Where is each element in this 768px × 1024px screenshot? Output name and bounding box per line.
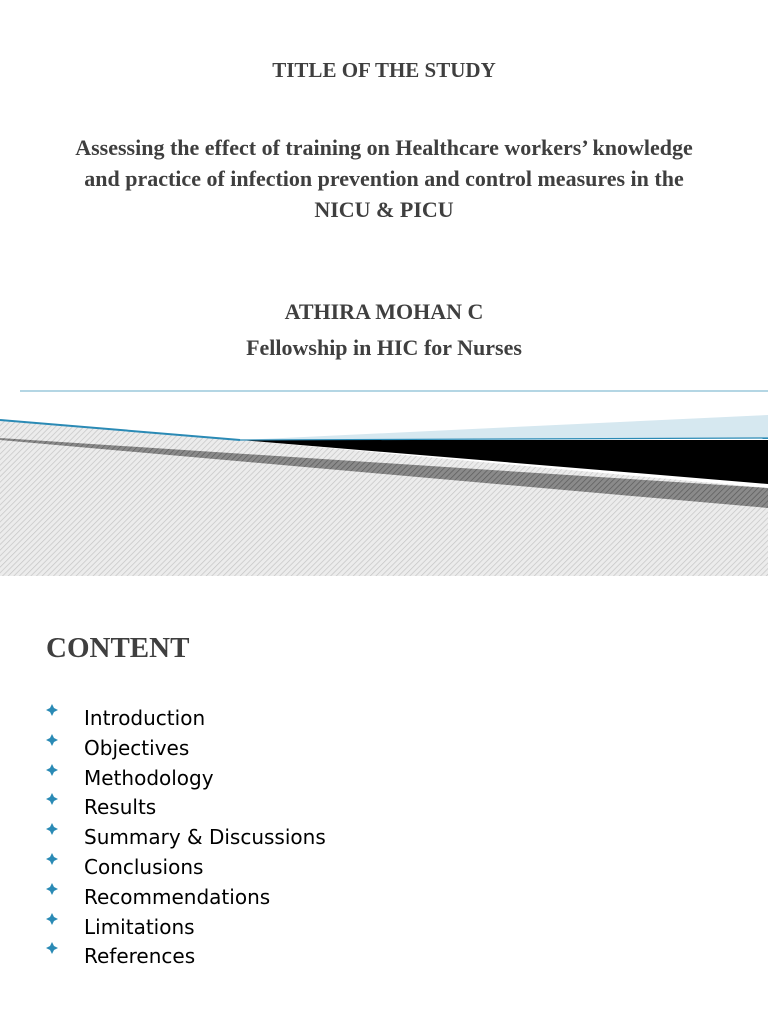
diamond-bullet-icon: [46, 942, 58, 954]
content-list: [46, 704, 326, 972]
list-item-label: Summary & Discussions: [84, 825, 326, 850]
light-blue-band: [240, 415, 768, 440]
diamond-bullet-icon: [46, 823, 58, 835]
diamond-bullet-icon: [46, 764, 58, 776]
list-item: [46, 883, 326, 913]
list-item-label: Conclusions: [84, 854, 204, 879]
diamond-bullet-icon: [46, 734, 58, 746]
list-item: [46, 823, 326, 853]
content-slide: [0, 576, 768, 1024]
decorative-wave-graphic: [0, 380, 768, 576]
list-item-label: References: [84, 944, 196, 969]
list-item: [46, 704, 326, 734]
author-name: ATHIRA MOHAN C: [284, 299, 484, 324]
list-item-label: Limitations: [84, 914, 195, 939]
list-item: [46, 734, 326, 764]
diamond-bullet-icon: [46, 913, 58, 925]
diamond-bullet-icon: [46, 704, 58, 716]
list-item: [46, 764, 326, 794]
diamond-bullet-icon: [46, 883, 58, 895]
list-item-label: Objectives: [84, 735, 190, 760]
list-item-label: Methodology: [84, 765, 214, 790]
list-item-label: Results: [84, 795, 157, 820]
diamond-bullet-icon: [46, 793, 58, 805]
diamond-bullet-icon: [46, 853, 58, 865]
program-name: Fellowship in HIC for Nurses: [246, 335, 522, 360]
list-item-label: Recommendations: [84, 884, 271, 909]
list-item: [46, 793, 326, 823]
study-subtitle: Assessing the effect of training on Healthcare workers’ knowledge and practice of infection prevention and control measures in the NICU & PICU: [75, 135, 693, 222]
study-title-heading: TITLE OF THE STUDY: [272, 58, 496, 82]
list-item: [46, 942, 326, 972]
list-item: [46, 853, 326, 883]
list-item: [46, 913, 326, 943]
list-item-label: Introduction: [84, 706, 206, 730]
content-heading: CONTENT: [46, 632, 190, 664]
